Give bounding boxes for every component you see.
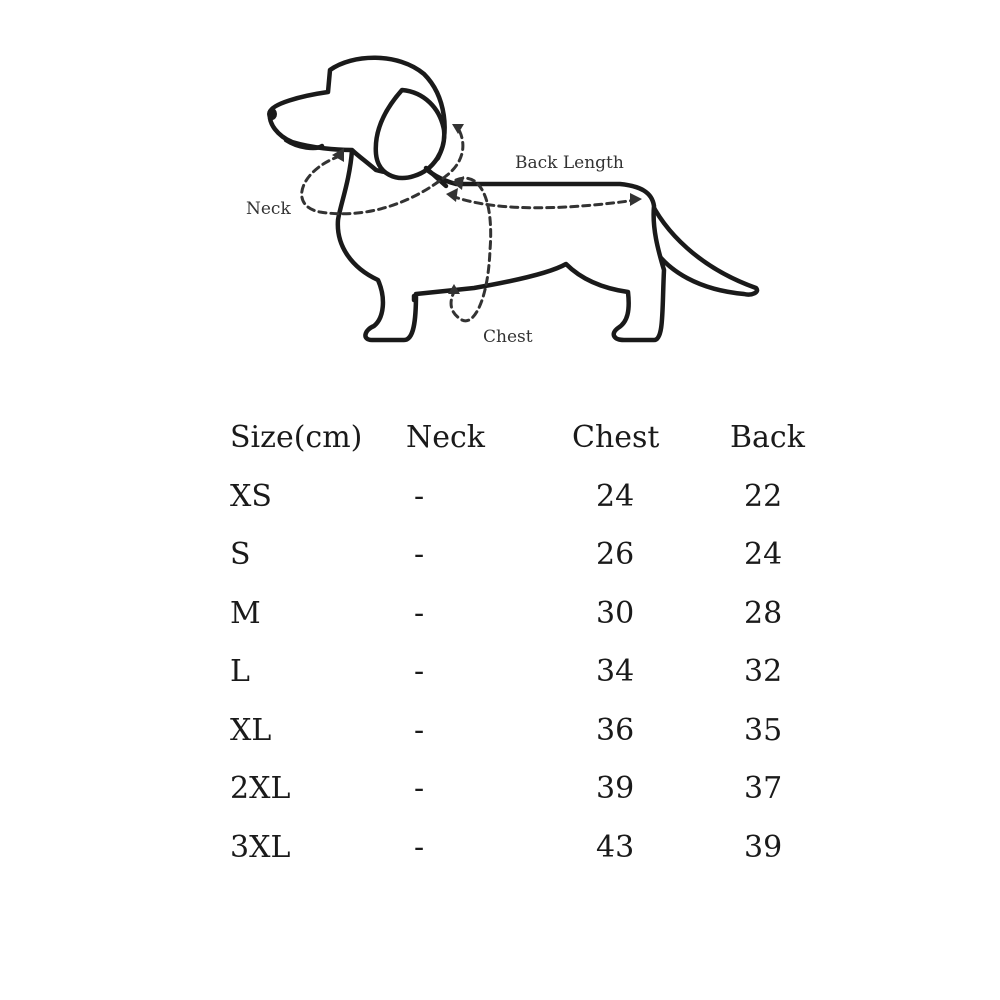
neck-cell: -: [414, 771, 425, 806]
size-cell: 3XL: [230, 829, 291, 865]
chest-cell: 26: [596, 537, 635, 572]
size-cell: S: [230, 537, 251, 572]
chest-cell: 34: [596, 654, 635, 689]
neck-cell: -: [414, 712, 425, 748]
header-back: Back: [730, 420, 805, 455]
dog-measurement-diagram: [0, 0, 1000, 380]
chest-label: Chest: [483, 327, 533, 347]
back-cell: 37: [744, 771, 783, 806]
chest-cell: 24: [596, 478, 635, 514]
chest-cell: 43: [596, 829, 635, 865]
back-cell: 22: [744, 478, 783, 514]
neck-cell: -: [414, 654, 425, 689]
back-cell: 35: [744, 712, 783, 748]
neck-cell: -: [414, 537, 425, 572]
chest-cell: 39: [596, 771, 635, 806]
dog-outline: [267, 58, 757, 340]
dog-body: [338, 150, 664, 340]
back-cell: 32: [744, 654, 783, 689]
back-cell: 39: [744, 829, 783, 865]
size-cell: L: [230, 654, 250, 689]
size-cell: M: [230, 595, 261, 631]
chest-cell: 36: [596, 712, 635, 748]
neck-label: Neck: [246, 199, 291, 219]
header-size: Size(cm): [230, 420, 363, 455]
size-cell: XS: [230, 478, 272, 514]
back-length-label: Back Length: [515, 153, 624, 173]
chest-cell: 30: [596, 595, 635, 631]
neck-cell: -: [414, 595, 425, 631]
back-cell: 28: [744, 595, 783, 631]
neck-cell: -: [414, 478, 425, 514]
back-cell: 24: [744, 537, 783, 572]
header-neck: Neck: [406, 420, 485, 455]
neck-arrow-top: [452, 124, 464, 134]
size-cell: XL: [230, 712, 272, 748]
header-chest: Chest: [572, 420, 660, 455]
size-cell: 2XL: [230, 771, 291, 806]
dog-nose: [267, 108, 277, 120]
neck-cell: -: [414, 829, 425, 865]
